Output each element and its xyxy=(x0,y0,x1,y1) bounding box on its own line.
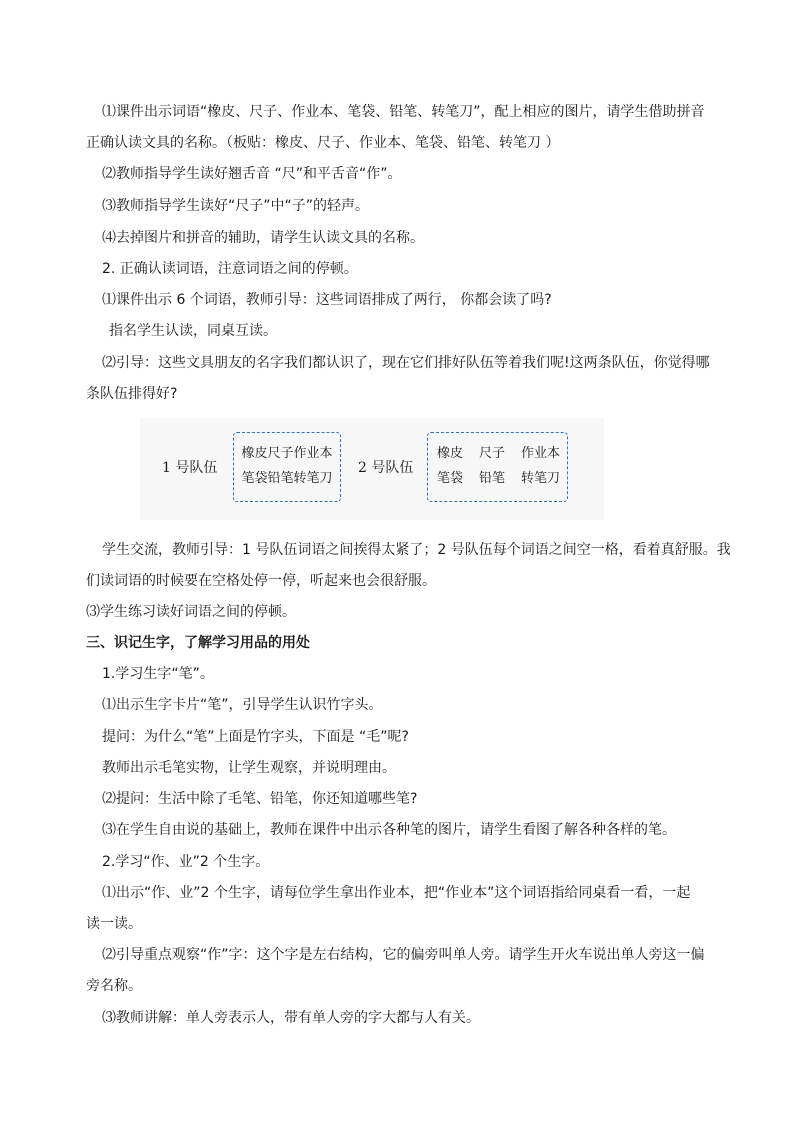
team-1-label: 1 号队伍 xyxy=(162,460,218,476)
paragraph-16: ⑶在学生自由说的基础上，教师在课件中出示各种笔的图片，请学生看图了解各种各样的笔。 xyxy=(102,822,676,838)
team-2-word: 作业本 xyxy=(521,446,561,461)
team-1-row-1: 橡皮尺子作业本 xyxy=(241,446,333,461)
paragraph-6: ⑴课件出示 6 个词语，教师引导：这些词语排成了两行， 你都会读了吗? xyxy=(102,292,552,308)
paragraph-19-line-2: 旁名称。 xyxy=(86,978,142,994)
paragraph-10: ⑶学生练习读好词语之间的停顿。 xyxy=(86,604,296,620)
paragraph-4: ⑷去掉图片和拼音的辅助，请学生认读文具的名称。 xyxy=(102,230,424,246)
paragraph-12: ⑴出示生字卡片“笔”，引导学生认识竹字头。 xyxy=(102,697,383,713)
team-1-row-2: 笔袋铅笔转笔刀 xyxy=(241,471,333,486)
team-2-word: 橡皮 xyxy=(437,446,464,461)
paragraph-9-line-1: 学生交流，教师引导：1 号队伍词语之间挨得太紧了；2 号队伍每个词语之间空一格，看着真舒服。我 xyxy=(102,542,731,558)
paragraph-18-line-1: ⑴出示“作、业”2 个生字，请每位学生拿出作业本，把“作业本”这个词语指给同桌看一看，一起 xyxy=(102,885,691,901)
paragraph-1-line-1: ⑴课件出示词语“橡皮、尺子、作业本、笔袋、铅笔、转笔刀”，配上相应的图片，请学生借助拼音 xyxy=(102,104,705,120)
paragraph-14: 教师出示毛笔实物，让学生观察，并说明理由。 xyxy=(102,760,396,776)
team-2-word: 铅笔 xyxy=(479,471,506,486)
paragraph-20: ⑶教师讲解：单人旁表示人，带有单人旁的字大都与人有关。 xyxy=(102,1010,480,1026)
paragraph-9-line-2: 们读词语的时候要在空格处停一停，听起来也会很舒服。 xyxy=(86,573,436,589)
paragraph-13: 提问：为什么“笔”上面是竹字头，下面是 “毛”呢? xyxy=(102,729,409,745)
paragraph-8-line-2: 条队伍排得好? xyxy=(86,386,178,402)
paragraph-18-line-2: 读一读。 xyxy=(86,916,142,932)
paragraph-17: 2.学习“作、业”2 个生字。 xyxy=(102,854,270,870)
word-queue-figure xyxy=(140,418,604,520)
paragraph-3: ⑶教师指导学生读好“尺子”中“子”的轻声。 xyxy=(102,198,370,214)
paragraph-15: ⑵提问：生活中除了毛笔、铅笔，你还知道哪些笔? xyxy=(102,791,418,807)
paragraph-19-line-1: ⑵引导重点观察“作”字：这个字是左右结构，它的偏旁叫单人旁。请学生开火车说出单人旁这一偏 xyxy=(102,947,705,963)
team-2-word: 尺子 xyxy=(479,446,506,461)
team-2-word: 转笔刀 xyxy=(521,471,561,486)
paragraph-5: 2. 正确认读词语，注意词语之间的停顿。 xyxy=(102,261,358,277)
paragraph-2: ⑵教师指导学生读好翘舌音 “尺”和平舌音“作”。 xyxy=(102,166,402,182)
team-1-box xyxy=(233,432,341,502)
section-heading-3: 三、识记生字，了解学习用品的用处 xyxy=(86,635,310,651)
paragraph-8-line-1: ⑵引导：这些文具朋友的名字我们都认识了，现在它们排好队伍等着我们呢!这两条队伍，你觉得哪 xyxy=(102,355,710,371)
team-2-word: 笔袋 xyxy=(437,471,464,486)
team-2-box xyxy=(427,432,568,502)
team-2-label: 2 号队伍 xyxy=(358,460,414,476)
paragraph-1-line-2: 正确认读文具的名称。（板贴：橡皮、尺子、作业本、笔袋、铅笔、转笔刀 ） xyxy=(86,135,560,151)
paragraph-7: 指名学生认读，同桌互读。 xyxy=(109,323,277,339)
paragraph-11: 1.学习生字“笔”。 xyxy=(102,666,214,682)
